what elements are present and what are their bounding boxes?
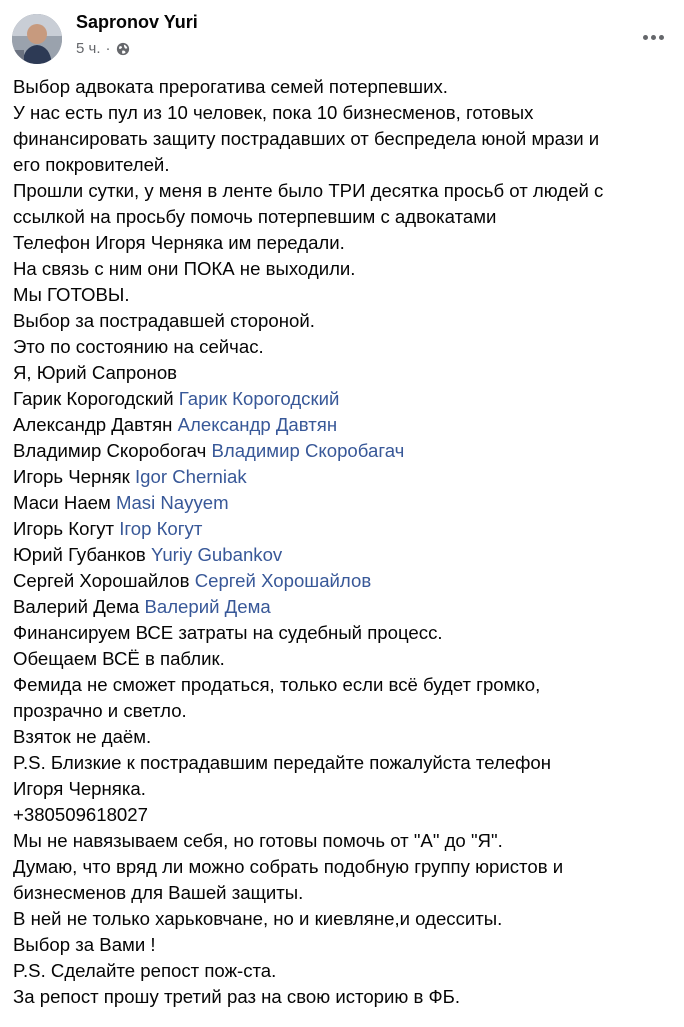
post-text-line: его покровителей. [13, 154, 170, 175]
profile-link[interactable]: Владимир Скоробагач [211, 440, 405, 461]
post-text-line: Прошли сутки, у меня в ленте было ТРИ десятка просьб от людей с [13, 180, 604, 201]
profile-link[interactable]: Александр Давтян [177, 414, 338, 435]
post-text-line: Мы ГОТОВЫ. [13, 284, 130, 305]
post-text-line: Выбор за Вами ! [13, 934, 156, 955]
profile-link[interactable]: Сергей Хорошайлов [194, 570, 372, 591]
mention-name: Гарик Корогодский [13, 388, 174, 409]
mention-name: Игорь Черняк [13, 466, 130, 487]
post-text-line: Игоря Черняка. [13, 778, 146, 799]
mention-name: Игорь Когут [13, 518, 115, 539]
post-text-line: Телефон Игоря Черняка им передали. [13, 232, 345, 253]
profile-link[interactable]: Валерий Дема [144, 596, 271, 617]
profile-link[interactable]: Igor Cherniak [135, 466, 247, 487]
post-text-line: Я, Юрий Сапронов [13, 362, 178, 383]
post-text-line: Обещаем ВСЁ в паблик. [13, 648, 225, 669]
author-name[interactable]: Sapronov Yuri [76, 12, 198, 32]
post-timestamp[interactable]: 5 ч. [76, 40, 101, 57]
mention-line [13, 568, 673, 594]
post-body [13, 74, 673, 1010]
post-text-line: Выбор адвоката прерогатива семей потерпевших. [13, 76, 448, 97]
mention-line [13, 386, 673, 412]
post-text-line: Выбор за пострадавшей стороной. [13, 310, 315, 331]
post-text-line: За репост прошу третий раз на свою историю в ФБ. [13, 986, 461, 1007]
avatar[interactable] [12, 14, 62, 64]
post-text-line: На связь с ним они ПОКА не выходили. [13, 258, 356, 279]
post-text-line: В ней не только харьковчане, но и киевляне,и одесситы. [13, 908, 503, 929]
post-text-line: Это по состоянию на сейчас. [13, 336, 264, 357]
mention-line [13, 412, 673, 438]
post-text-line: P.S. Близкие к пострадавшим передайте пожалуйста телефон [13, 752, 552, 773]
post-text-line: ссылкой на просьбу помочь потерпевшим с адвокатами [13, 206, 497, 227]
post-text-line: +380509618027 [13, 804, 148, 825]
mention-line [13, 542, 673, 568]
mention-name: Юрий Губанков [13, 544, 146, 565]
meta-separator: · [105, 40, 111, 57]
post-text-line: Думаю, что вряд ли можно собрать подобную группу юристов и [13, 856, 564, 877]
more-options-icon[interactable] [638, 26, 668, 48]
mention-name: Александр Давтян [13, 414, 173, 435]
profile-link[interactable]: Yuriy Gubankov [150, 544, 283, 565]
post-text-line: Финансируем ВСЕ затраты на судебный процесс. [13, 622, 443, 643]
avatar-photo [12, 14, 62, 64]
mention-line [13, 490, 673, 516]
mention-line [13, 464, 673, 490]
mention-line [13, 516, 673, 542]
mention-name: Сергей Хорошайлов [13, 570, 190, 591]
mention-line [13, 594, 673, 620]
post-text-line: бизнесменов для Вашей защиты. [13, 882, 304, 903]
mention-name: Маси Наем [13, 492, 111, 513]
post-text-line: У нас есть пул из 10 человек, пока 10 бизнесменов, готовых [13, 102, 534, 123]
post-meta [76, 40, 130, 57]
post-text-line: Мы не навязываем себя, но готовы помочь от "А" до "Я". [13, 830, 503, 851]
profile-link[interactable]: Masi Nayyem [115, 492, 229, 513]
mention-name: Владимир Скоробогач [13, 440, 207, 461]
post-text-line: прозрачно и светло. [13, 700, 187, 721]
post-text-line: финансировать защиту пострадавших от беспредела юной мрази и [13, 128, 600, 149]
post-header [12, 10, 672, 66]
post-text-line: Взяток не даём. [13, 726, 152, 747]
post-text-line: Фемида не сможет продаться, только если всё будет громко, [13, 674, 541, 695]
globe-icon[interactable] [116, 42, 130, 56]
mention-line [13, 438, 673, 464]
mention-name: Валерий Дема [13, 596, 140, 617]
profile-link[interactable]: Гарик Корогодский [178, 388, 340, 409]
profile-link[interactable]: Ігор Когут [119, 518, 203, 539]
post-text-line: P.S. Сделайте репост пож-ста. [13, 960, 277, 981]
